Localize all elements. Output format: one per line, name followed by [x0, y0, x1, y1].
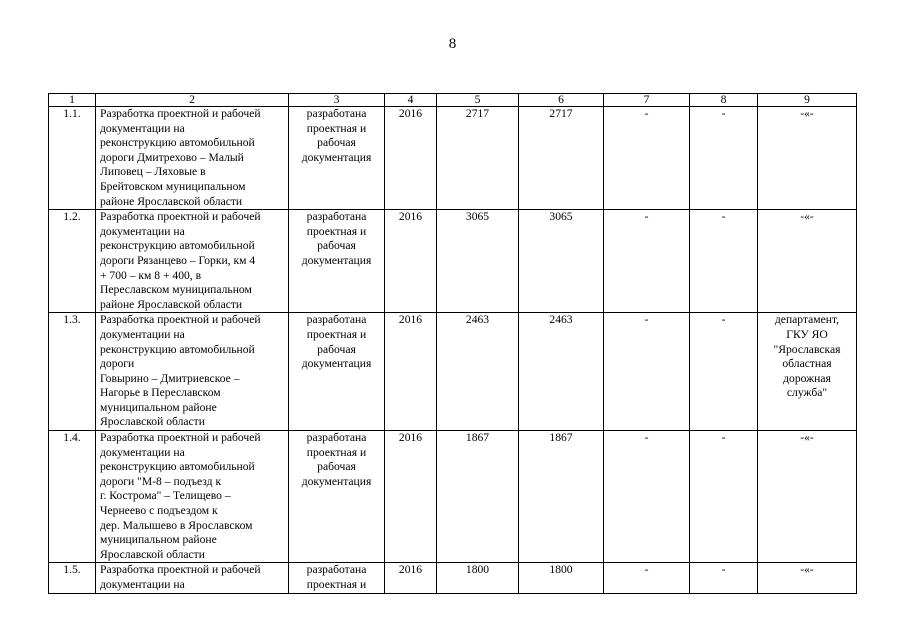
year-cell: 2016	[385, 210, 437, 313]
measure-description-line: Разработка проектной и рабочей	[100, 563, 261, 577]
measure-description	[96, 431, 289, 563]
value-col8: -	[690, 313, 758, 431]
executor-cell-line: ГКУ ЯО	[786, 327, 828, 341]
executor-cell-line: -«-	[800, 563, 814, 577]
measure-result-line: документация	[301, 474, 372, 488]
year-cell: 2016	[385, 107, 437, 210]
value-col8: -	[690, 563, 758, 593]
executor-cell-line: -«-	[800, 210, 814, 224]
value-col6: 2717	[519, 107, 604, 210]
measure-result	[289, 431, 385, 563]
year-cell: 2016	[385, 431, 437, 563]
value-col8: -	[690, 431, 758, 563]
header-cell-1: 1	[49, 94, 96, 107]
row-number: 1.1.	[49, 107, 96, 210]
table-row	[49, 431, 857, 563]
measure-description-line: г. Кострома" – Телищево –	[100, 489, 231, 503]
value-col7: -	[604, 210, 690, 313]
table-body	[49, 94, 857, 594]
value-col6: 3065	[519, 210, 604, 313]
measure-description-line: дороги Рязанцево – Горки, км 4	[100, 253, 256, 267]
measure-description-line: Брейтовском муниципальном	[100, 179, 246, 193]
measure-result-line: проектная и	[306, 578, 367, 591]
value-col6: 1867	[519, 431, 604, 563]
measure-result	[289, 210, 385, 313]
executor-cell	[758, 107, 857, 210]
measure-description	[96, 313, 289, 431]
page-number: 8	[448, 36, 457, 52]
measure-description-line: Нагорье в Переславском	[100, 386, 221, 400]
measure-description-line: документации на	[100, 121, 185, 135]
measure-description-line: Переславском муниципальном	[100, 283, 252, 297]
measure-result-line: документация	[301, 357, 372, 371]
table-row	[49, 563, 857, 593]
measure-description-line: Разработка проектной и рабочей	[100, 431, 261, 445]
measure-description-line: документации на	[100, 224, 185, 238]
measure-description-line: реконструкцию автомобильной	[100, 460, 255, 474]
measure-result-line: разработана	[306, 210, 367, 224]
measure-result-line: разработана	[306, 431, 367, 445]
measure-description-line: районе Ярославской области	[100, 194, 243, 208]
value-col5: 2717	[437, 107, 519, 210]
table-row	[49, 107, 857, 210]
executor-cell	[758, 313, 857, 431]
header-row	[49, 94, 857, 107]
measure-result-line: разработана	[306, 563, 367, 577]
measure-description-line: дороги "М-8 – подъезд к	[100, 474, 222, 488]
measure-result-line: разработана	[306, 313, 367, 327]
executor-cell-line: служба"	[786, 386, 828, 400]
program-table	[48, 93, 857, 594]
value-col7: -	[604, 313, 690, 431]
value-col7: -	[604, 563, 690, 593]
measure-result-line: рабочая	[317, 342, 356, 356]
value-col6: 1800	[519, 563, 604, 593]
row-number: 1.3.	[49, 313, 96, 431]
executor-cell-line: "Ярославская	[773, 342, 841, 356]
header-cell-9: 9	[758, 94, 857, 107]
measure-description-line: реконструкцию автомобильной	[100, 239, 255, 253]
value-col5: 1867	[437, 431, 519, 563]
executor-cell-line: дорожная	[783, 371, 831, 385]
header-cell-7: 7	[604, 94, 690, 107]
row-number: 1.2.	[49, 210, 96, 313]
measure-result-line: рабочая	[317, 239, 356, 253]
value-col5: 2463	[437, 313, 519, 431]
value-col8: -	[690, 210, 758, 313]
header-cell-6: 6	[519, 94, 604, 107]
executor-cell-line: областная	[782, 357, 832, 371]
value-col5: 3065	[437, 210, 519, 313]
measure-result-line: документация	[301, 253, 372, 267]
value-col7: -	[604, 431, 690, 563]
measure-description-line: муниципальном районе	[100, 400, 217, 414]
measure-result	[289, 313, 385, 431]
table-row	[49, 210, 857, 313]
measure-description-line: документации на	[100, 445, 185, 459]
measure-result-line: рабочая	[317, 136, 356, 150]
year-cell: 2016	[385, 563, 437, 593]
year-cell: 2016	[385, 313, 437, 431]
measure-description-line: Чернеево с подъездом к	[100, 504, 218, 518]
row-number: 1.5.	[49, 563, 96, 593]
measure-description-line: дороги	[100, 357, 135, 371]
table-wrapper	[48, 93, 858, 599]
value-col7: -	[604, 107, 690, 210]
measure-description-line: реконструкцию автомобильной	[100, 342, 255, 356]
row-number: 1.4.	[49, 431, 96, 563]
measure-result-line: проектная и	[306, 327, 367, 341]
header-cell-3: 3	[289, 94, 385, 107]
measure-result	[289, 563, 385, 593]
executor-cell	[758, 431, 857, 563]
header-cell-8: 8	[690, 94, 758, 107]
measure-result	[289, 107, 385, 210]
value-col8: -	[690, 107, 758, 210]
executor-cell	[758, 210, 857, 313]
measure-description	[96, 563, 289, 593]
measure-description-line: муниципальном районе	[100, 533, 217, 547]
executor-cell	[758, 563, 857, 593]
measure-description-line: Разработка проектной и рабочей	[100, 210, 261, 224]
measure-result-line: разработана	[306, 107, 367, 120]
header-cell-4: 4	[385, 94, 437, 107]
measure-result-line: рабочая	[317, 460, 356, 474]
measure-description-line: районе Ярославской области	[100, 297, 243, 311]
measure-description-line: Разработка проектной и рабочей	[100, 313, 261, 327]
measure-result-line: документация	[301, 150, 372, 164]
measure-result-line: проектная и	[306, 224, 367, 238]
table-row	[49, 313, 857, 431]
value-col6: 2463	[519, 313, 604, 431]
measure-description-line: + 700 – км 8 + 400, в	[100, 268, 202, 282]
measure-description-line: документации на	[100, 327, 185, 341]
measure-description-line: дер. Малышево в Ярославском	[100, 518, 253, 532]
measure-result-line: проектная и	[306, 445, 367, 459]
measure-description-line: Говырино – Дмитриевское –	[100, 371, 240, 385]
measure-description-line: Липовец – Ляховые в	[100, 165, 206, 179]
measure-description-line: документации на	[100, 578, 185, 591]
header-cell-5: 5	[437, 94, 519, 107]
measure-description-line: Разработка проектной и рабочей	[100, 107, 261, 120]
value-col5: 1800	[437, 563, 519, 593]
measure-description-line: Ярославской области	[100, 415, 205, 429]
measure-description-line: Ярославской области	[100, 547, 205, 561]
measure-description	[96, 210, 289, 313]
executor-cell-line: департамент,	[774, 313, 840, 327]
executor-cell-line: -«-	[800, 431, 814, 445]
executor-cell-line: -«-	[800, 107, 814, 120]
measure-result-line: проектная и	[306, 121, 367, 135]
header-cell-2: 2	[96, 94, 289, 107]
measure-description	[96, 107, 289, 210]
measure-description-line: дороги Дмитрехово – Малый	[100, 150, 244, 164]
measure-description-line: реконструкцию автомобильной	[100, 136, 255, 150]
